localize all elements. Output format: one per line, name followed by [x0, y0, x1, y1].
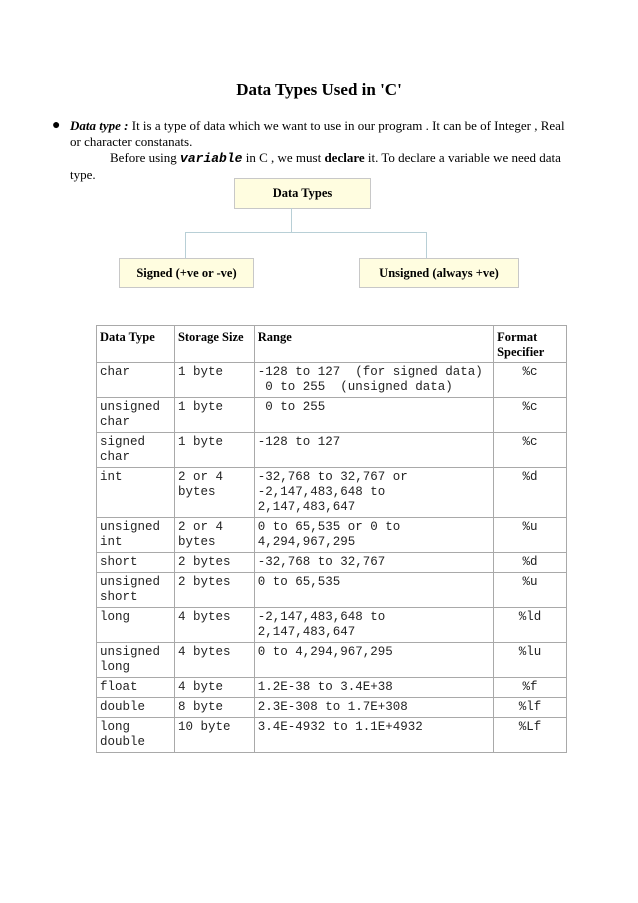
diagram-root-label: Data Types [272, 186, 333, 200]
term-label: Data type : [70, 118, 129, 133]
table-row [97, 678, 567, 698]
cell-storage-size: 8 byte [174, 698, 254, 718]
cell-format-specifier: %u [494, 573, 567, 608]
cell-storage-size: 2 bytes [174, 573, 254, 608]
data-types-table [96, 325, 567, 753]
connector-vertical [291, 208, 292, 232]
cell-data-type: unsigned char [97, 398, 175, 433]
cell-format-specifier: %c [494, 433, 567, 468]
cell-format-specifier: %lu [494, 643, 567, 678]
definition-text: It is a type of data which we want to use in our program . It can be of Integer , Real or character constanats. [70, 118, 565, 149]
cell-range: -128 to 127 (for signed data) 0 to 255 (unsigned data) [254, 363, 493, 398]
diagram-right-label: Unsigned (always +ve) [379, 265, 499, 280]
cell-format-specifier: %d [494, 553, 567, 573]
cell-format-specifier: %ld [494, 608, 567, 643]
connector-left [185, 232, 186, 258]
cell-format-specifier: %c [494, 363, 567, 398]
cell-storage-size: 4 bytes [174, 608, 254, 643]
cell-storage-size: 10 byte [174, 718, 254, 753]
table-row [97, 718, 567, 753]
cell-range: 3.4E-4932 to 1.1E+4932 [254, 718, 493, 753]
cell-range: 2.3E-308 to 1.7E+308 [254, 698, 493, 718]
cell-data-type: signed char [97, 433, 175, 468]
table-row [97, 433, 567, 468]
cell-storage-size: 2 or 4 bytes [174, 468, 254, 518]
declare-keyword: declare [324, 150, 365, 165]
cell-range: 0 to 65,535 or 0 to 4,294,967,295 [254, 518, 493, 553]
table-row [97, 518, 567, 553]
cell-data-type: float [97, 678, 175, 698]
cell-range: -128 to 127 [254, 433, 493, 468]
cell-format-specifier: %c [494, 398, 567, 433]
table-row [97, 553, 567, 573]
header-storage-size: Storage Size [174, 326, 254, 363]
cell-range: 0 to 65,535 [254, 573, 493, 608]
diagram-left-box [119, 258, 254, 288]
bullet-icon: ● [52, 118, 61, 133]
cell-storage-size: 4 bytes [174, 643, 254, 678]
page-title: Data Types Used in 'C' [236, 80, 402, 99]
table-header-row [97, 326, 567, 363]
table-row [97, 573, 567, 608]
cell-data-type: long double [97, 718, 175, 753]
diagram-right-box [359, 258, 519, 288]
header-range: Range [254, 326, 493, 363]
cell-range: 0 to 4,294,967,295 [254, 643, 493, 678]
variable-keyword: variable [180, 151, 243, 166]
cell-range: 1.2E-38 to 3.4E+38 [254, 678, 493, 698]
cell-data-type: short [97, 553, 175, 573]
cell-format-specifier: %Lf [494, 718, 567, 753]
cell-format-specifier: %f [494, 678, 567, 698]
cell-format-specifier: %lf [494, 698, 567, 718]
cell-data-type: unsigned short [97, 573, 175, 608]
cell-data-type: double [97, 698, 175, 718]
cell-storage-size: 1 byte [174, 363, 254, 398]
cell-storage-size: 1 byte [174, 433, 254, 468]
connector-right [426, 232, 427, 258]
cell-range: -32,768 to 32,767 [254, 553, 493, 573]
cell-data-type: unsigned int [97, 518, 175, 553]
connector-horizontal [185, 232, 427, 233]
table-row [97, 398, 567, 433]
cell-data-type: char [97, 363, 175, 398]
cell-range: -2,147,483,648 to 2,147,483,647 [254, 608, 493, 643]
cell-format-specifier: %d [494, 468, 567, 518]
cell-storage-size: 4 byte [174, 678, 254, 698]
diagram-root-box [234, 178, 371, 209]
definition-line [70, 118, 570, 150]
diagram-left-label: Signed (+ve or -ve) [136, 265, 237, 280]
cell-data-type: int [97, 468, 175, 518]
cell-storage-size: 2 or 4 bytes [174, 518, 254, 553]
header-format-specifier: Format Specifier [494, 326, 567, 363]
cell-range: 0 to 255 [254, 398, 493, 433]
declare-mid: in C , we must [242, 150, 325, 165]
cell-storage-size: 1 byte [174, 398, 254, 433]
cell-format-specifier: %u [494, 518, 567, 553]
intro-paragraph [52, 118, 570, 183]
cell-data-type: long [97, 608, 175, 643]
table-row [97, 363, 567, 398]
table-row [97, 608, 567, 643]
table-row [97, 643, 567, 678]
header-data-type: Data Type [97, 326, 175, 363]
table-row [97, 468, 567, 518]
cell-storage-size: 2 bytes [174, 553, 254, 573]
cell-data-type: unsigned long [97, 643, 175, 678]
cell-range: -32,768 to 32,767 or -2,147,483,648 to 2,147,483,647 [254, 468, 493, 518]
declare-prefix: Before using [110, 150, 181, 165]
declare-suffix: it. To declare a variable we need data type. [70, 150, 561, 182]
table-row [97, 698, 567, 718]
